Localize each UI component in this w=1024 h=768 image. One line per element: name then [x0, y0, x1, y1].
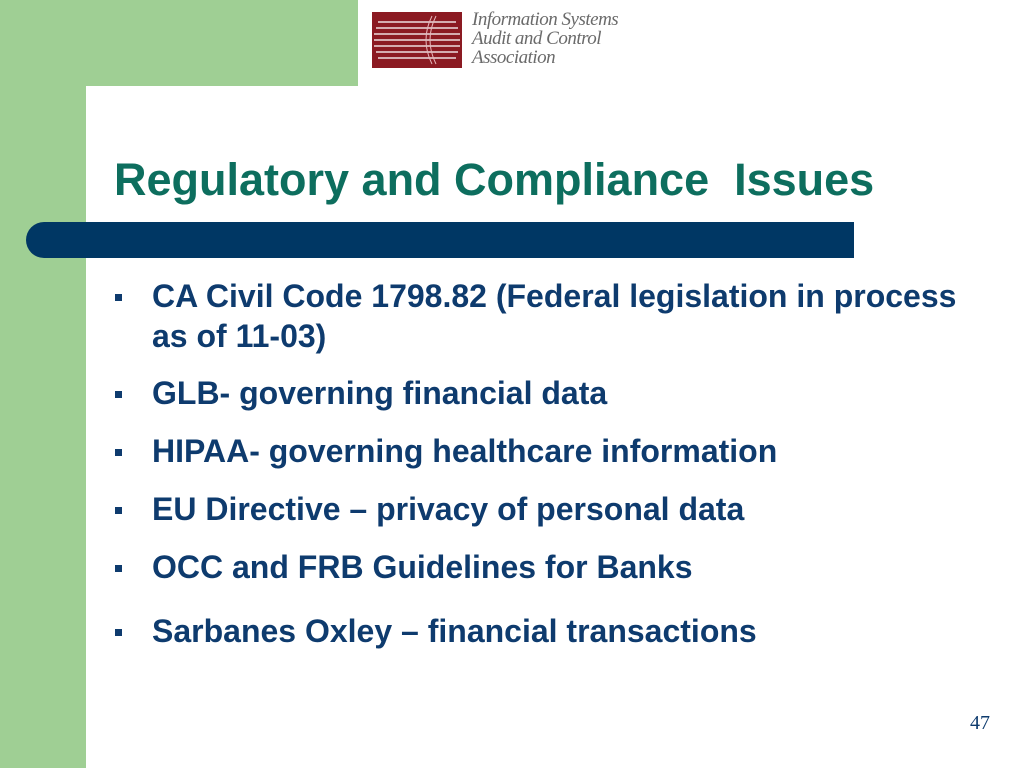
logo-line: Information Systems: [472, 9, 619, 30]
isaca-logo-icon: [372, 12, 462, 68]
bullet-text: EU Directive – privacy of personal data: [152, 491, 745, 527]
bullet-item: [112, 489, 972, 529]
bullet-item: [112, 431, 972, 471]
square-bullet-icon: [115, 629, 122, 636]
bullet-item: [112, 611, 972, 651]
logo-line: Association: [472, 47, 556, 68]
title-underline-bar: [26, 222, 854, 258]
isaca-logo: [372, 10, 632, 72]
bullet-text: OCC and FRB Guidelines for Banks: [152, 549, 693, 585]
bullet-text: CA Civil Code 1798.82 (Federal legislation in process as of 11-03): [152, 278, 957, 354]
slide-title: Regulatory and Compliance Issues: [114, 154, 875, 205]
bullet-text: GLB- governing financial data: [152, 375, 608, 411]
square-bullet-icon: [115, 449, 122, 456]
logo-line: Audit and Control: [472, 28, 602, 49]
square-bullet-icon: [115, 294, 122, 301]
square-bullet-icon: [115, 507, 122, 514]
bullet-list: [112, 276, 972, 651]
page-number: 47: [970, 712, 990, 734]
square-bullet-icon: [115, 391, 122, 398]
bullet-text: HIPAA- governing healthcare information: [152, 433, 778, 469]
top-green-band: [0, 0, 358, 86]
bullet-text: Sarbanes Oxley – financial transactions: [152, 613, 757, 649]
bullet-item: [112, 547, 972, 587]
square-bullet-icon: [115, 565, 122, 572]
isaca-logo-text: [472, 10, 632, 67]
left-green-band: [0, 0, 86, 768]
bullet-item: [112, 373, 972, 413]
bullet-item: [112, 276, 972, 356]
